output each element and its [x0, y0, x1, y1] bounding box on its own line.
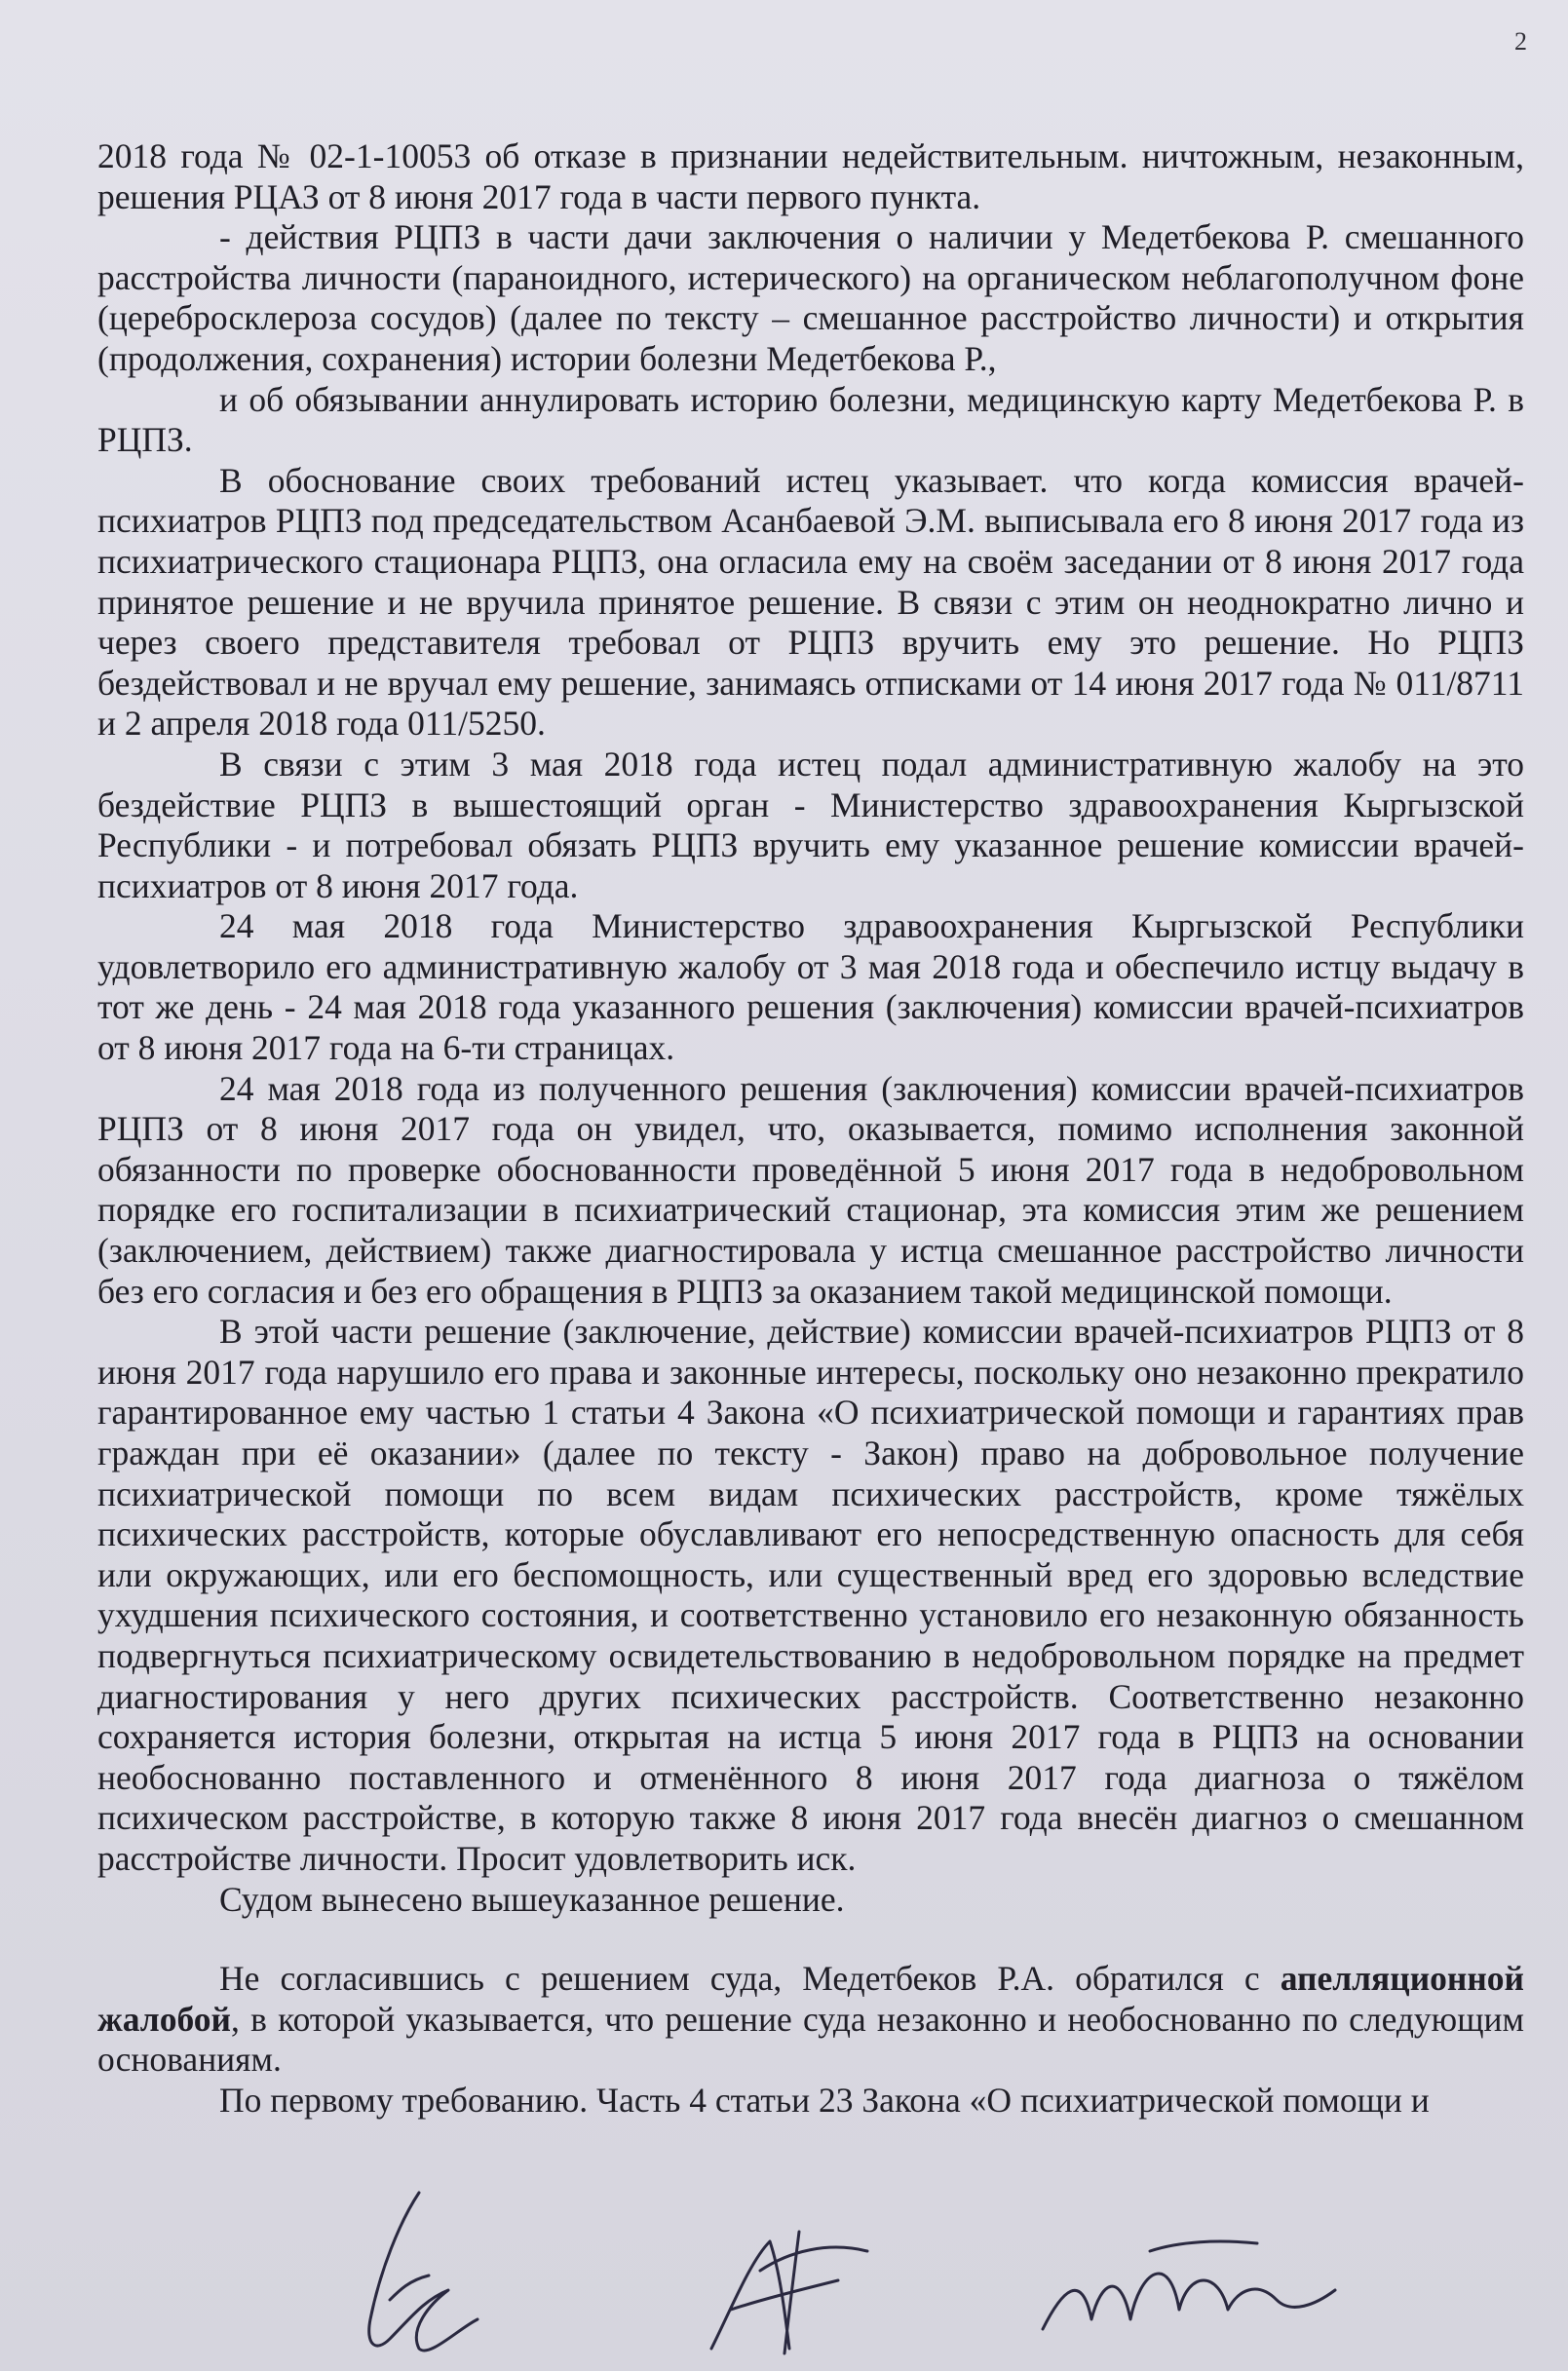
paragraph-11: По первому требованию. Часть 4 статьи 23 Закона «О психиатрической помощи и [219, 2080, 1430, 2120]
paragraph-3: и об обязывании аннулировать историю болезни, медицинскую карту Медетбекова Р. в РЦПЗ. [97, 379, 1524, 460]
signatures-area [292, 2183, 1364, 2368]
paragraph-2: - действия РЦПЗ в части дачи заключения о наличии у Медетбекова Р. смешанного расстройства личности (параноидного, истерического) на органическом неблагополучном фоне (церебросклероза сосудов) (далее по тексту – смешанное расстройство личности) и открытия (продолжения, сохранения) истории болезни Медетбекова Р., [97, 217, 1524, 378]
paragraph-6: 24 мая 2018 года Министерство здравоохранения Кыргызской Республики удовлетворило его административную жалобу от 3 мая 2018 года и обеспечило истцу выдачу в тот же день - 24 мая 2018 года указанного решения (заключения) комиссии врачей-психиатров от 8 июня 2017 года на 6-ти страницах. [97, 906, 1524, 1068]
paragraph-9: Судом вынесено вышеуказанное решение. [219, 1879, 845, 1919]
signature-2 [692, 2222, 887, 2368]
paragraph-10-tail: , в которой указывается, что решение суда незаконно и необоснованно по следующим основаниям. [97, 1999, 1524, 2080]
signature-1 [331, 2183, 507, 2368]
paragraph-10 [97, 1959, 1524, 2081]
signature-3 [1033, 2232, 1345, 2358]
paragraph-4: В обоснование своих требований истец указывает. что когда комиссия врачей-психиатров РЦПЗ под председательством Асанбаевой Э.М. выписывала его 8 июня 2017 года из психиатрического стационара РЦПЗ, она огласила ему на своём заседании от 8 июня 2017 года принятое решение и не вручила принятое решение. В связи с этим он неоднократно лично и через своего представителя требовал от РЦПЗ вручить ему это решение. Но РЦПЗ бездействовал и не вручал ему решение, занимаясь отписками от 14 июня 2017 года № 011/8711 и 2 апреля 2018 года 011/5250. [97, 460, 1524, 744]
paragraph-5: В связи с этим 3 мая 2018 года истец подал административную жалобу на это бездействие РЦПЗ в вышестоящий орган - Министерство здравоохранения Кыргызской Республики - и потребовал обязать РЦПЗ вручить ему указанное решение комиссии врачей-психиатров от 8 июня 2017 года. [97, 744, 1524, 905]
page-number: 2 [1514, 27, 1527, 56]
appeal-emphasis: апелляционной жалобой [97, 1959, 1525, 2039]
paragraph-1: 2018 года № 02-1-10053 об отказе в признании недействительным. ничтожным, незаконным, решения РЦАЗ от 8 июня 2017 года в части первого пункта. [97, 136, 1524, 216]
paragraph-7: 24 мая 2018 года из полученного решения (заключения) комиссии врачей-психиатров РЦПЗ от 8 июня 2017 года он увидел, что, оказывается, помимо исполнения законной обязанности по проверке обоснованности проведённой 5 июня 2017 года в недобровольном порядке его госпитализации в психиатрический стационар, эта комиссия этим же решением (заключением, действием) также диагностировала у истца смешанное расстройство личности без его согласия и без его обращения в РЦПЗ за оказанием такой медицинской помощи. [97, 1068, 1524, 1311]
paragraph-8: В этой части решение (заключение, действие) комиссии врачей-психиатров РЦПЗ от 8 июня 2017 года нарушило его права и законные интересы, поскольку оно незаконно прекратило гарантированное ему частью 1 статьи 4 Закона «О психиатрической помощи и гарантиях прав граждан при её оказании» (далее по тексту - Закон) право на добровольное получение психиатрической помощи по всем видам психических расстройств, кроме тяжёлых психических расстройств, которые обуславливают его непосредственную опасность для себя или окружающих, или его беспомощность, или существенный вред его здоровью вследствие ухудшения психического состояния, и соответственно установило его незаконную обязанность подвергнуться психиатрическому освидетельствованию в недобровольном порядке на предмет диагностирования у него других психических расстройств. Соответственно незаконно сохраняется история болезни, открытая на истца 5 июня 2017 года в РЦПЗ на основании необоснованно поставленного и отменённого 8 июня 2017 года диагноза о тяжёлом психическом расстройстве, в которую также 8 июня 2017 года внесён диагноз о смешанном расстройстве личности. Просит удовлетворить иск. [97, 1312, 1524, 1878]
document-body [97, 136, 1524, 2122]
paragraph-10-lead: Не согласившись с решением суда, Медетбеков Р.А. обратился с [219, 1959, 1260, 1999]
